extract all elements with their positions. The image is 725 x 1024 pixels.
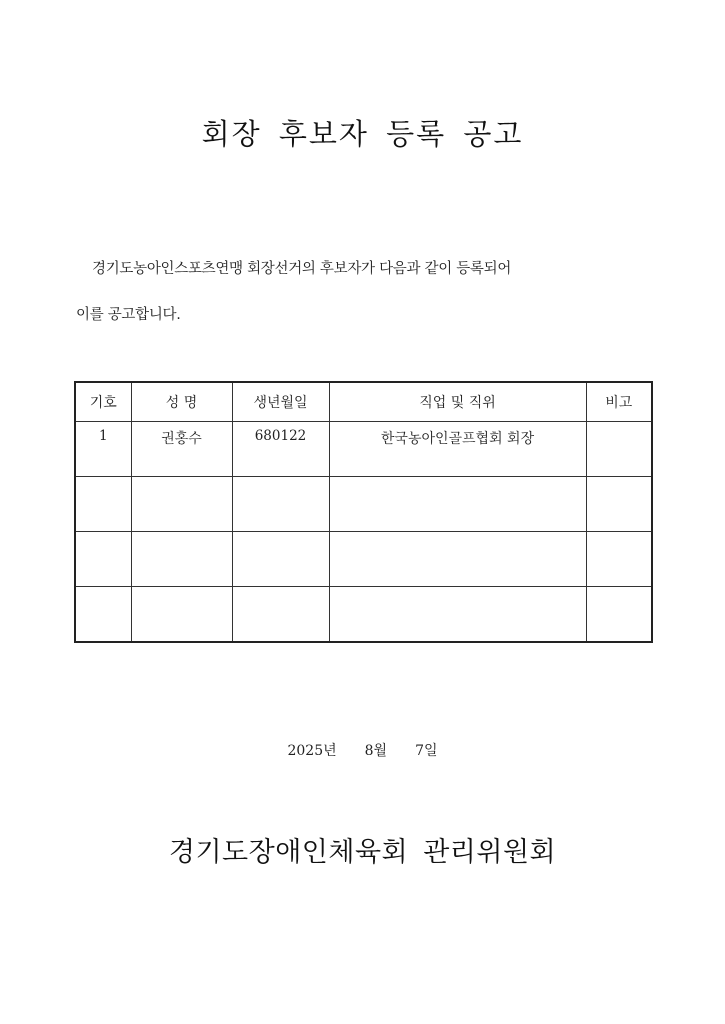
notice-text-line-1: 경기도농아인스포츠연맹 회장선거의 후보자가 다음과 같이 등록되어	[92, 261, 512, 277]
cell-remarks	[586, 587, 652, 642]
cell-occupation: 한국농아인골프협회 회장	[329, 422, 586, 477]
cell-occupation	[329, 587, 586, 642]
notice-date	[0, 740, 725, 760]
table-row	[75, 477, 652, 532]
header-name: 성 명	[131, 382, 232, 422]
date-day: 7일	[415, 743, 438, 759]
issuing-organization: 경기도장애인체육회 관리위원회	[168, 837, 557, 868]
cell-birthdate	[232, 587, 329, 642]
cell-name	[131, 532, 232, 587]
page-title: 회장 후보자 등록 공고	[201, 117, 524, 151]
cell-occupation	[329, 532, 586, 587]
date-month: 8월	[364, 743, 388, 759]
cell-number	[75, 587, 131, 642]
header-remarks: 비고	[586, 382, 652, 422]
notice-text-line-2: 이를 공고합니다.	[76, 307, 181, 323]
cell-occupation	[329, 477, 586, 532]
cell-birthdate: 680122	[232, 422, 329, 477]
cell-birthdate	[232, 532, 329, 587]
cell-name	[131, 587, 232, 642]
cell-name: 권홍수	[131, 422, 232, 477]
table-row	[75, 422, 652, 477]
table-row	[75, 532, 652, 587]
header-occupation: 직업 및 직위	[329, 382, 586, 422]
candidate-table	[74, 381, 653, 643]
table-header-row	[75, 382, 652, 422]
cell-birthdate	[232, 477, 329, 532]
cell-remarks	[586, 422, 652, 477]
cell-name	[131, 477, 232, 532]
header-number: 기호	[75, 382, 131, 422]
cell-remarks	[586, 477, 652, 532]
cell-number	[75, 477, 131, 532]
cell-number: 1	[75, 422, 131, 477]
cell-remarks	[586, 532, 652, 587]
cell-number	[75, 532, 131, 587]
header-birthdate: 생년월일	[232, 382, 329, 422]
table-row	[75, 587, 652, 642]
date-year: 2025년	[287, 743, 337, 759]
